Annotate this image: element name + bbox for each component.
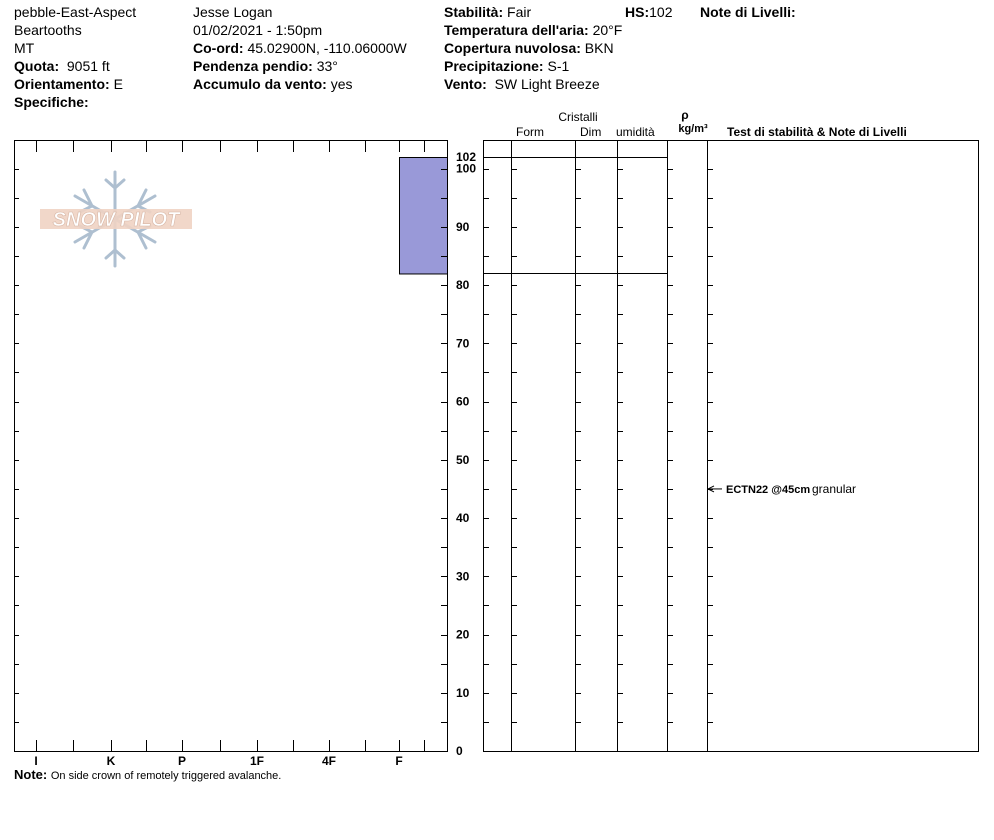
logo-text: SNOW PILOT bbox=[52, 209, 180, 231]
wind-value: SW Light Breeze bbox=[494, 76, 600, 92]
form-column-label: Form bbox=[516, 125, 544, 139]
hardness-labels bbox=[34, 754, 402, 768]
wind-loading-label: Accumulo da vento: bbox=[193, 76, 327, 92]
size-column-label: Dim bbox=[580, 125, 602, 139]
slope-value: 33° bbox=[316, 58, 338, 74]
layer-notes-label: Note di Livelli: bbox=[700, 4, 796, 20]
depth-label: 20 bbox=[456, 627, 470, 642]
sky-label: Copertura nuvolosa: bbox=[444, 40, 581, 56]
layer-table-frame bbox=[484, 141, 979, 752]
depth-label: 60 bbox=[456, 394, 470, 409]
hardness-label-f: F bbox=[395, 754, 403, 768]
profile-note bbox=[14, 767, 281, 782]
precip-label: Precipitazione: bbox=[444, 58, 544, 74]
note-label: Note: bbox=[14, 767, 48, 782]
hardness-label-p: P bbox=[177, 754, 187, 768]
air-temp-value: 20°F bbox=[592, 22, 623, 38]
coord-label: Co-ord: bbox=[193, 40, 244, 56]
aspect-label: Orientamento: bbox=[14, 76, 110, 92]
stability-value: Fair bbox=[507, 4, 532, 20]
precip-value: S-1 bbox=[547, 58, 570, 74]
coord-value: 45.02900N, -110.06000W bbox=[247, 40, 407, 56]
stability-notes-column-label: Test di stabilità & Note di Livelli bbox=[727, 125, 907, 139]
density-unit-label: kg/m³ bbox=[678, 123, 708, 135]
hs-label: HS: bbox=[625, 4, 650, 20]
table-ticks bbox=[511, 170, 713, 752]
depth-label: 100 bbox=[456, 161, 477, 176]
air-temp-label: Temperatura dell'aria: bbox=[444, 22, 589, 38]
note-text: On side crown of remotely triggered avalanche. bbox=[50, 770, 282, 782]
stability-test-comment: granular bbox=[812, 481, 857, 496]
hardness-bars bbox=[400, 158, 448, 274]
depth-label: 0 bbox=[456, 744, 463, 758]
depth-label: 50 bbox=[456, 452, 470, 467]
snowpilot-logo bbox=[40, 172, 192, 266]
elevation-value: 9051 ft bbox=[66, 58, 110, 74]
depth-axis bbox=[441, 150, 489, 758]
hardness-label-4f: 4F bbox=[321, 754, 337, 768]
sky-value: BKN bbox=[584, 40, 614, 56]
crystals-label: Cristalli bbox=[558, 110, 598, 124]
hs-value: 102 bbox=[649, 4, 673, 20]
snow-height-axis-label: 102 bbox=[456, 150, 477, 164]
moisture-column-label: umidità bbox=[616, 125, 655, 139]
hardness-ticks bbox=[14, 141, 425, 752]
stability-test-label: ECTN22 @45cm bbox=[726, 483, 811, 496]
specifics-label: Specifiche: bbox=[14, 94, 89, 110]
stability-label: Stabilità: bbox=[444, 4, 504, 20]
observer-name: Jesse Logan bbox=[193, 4, 273, 20]
range-name: Beartooths bbox=[14, 22, 82, 38]
hardness-bar bbox=[400, 158, 448, 274]
slope-label: Pendenza pendio: bbox=[193, 58, 313, 74]
aspect-value: E bbox=[113, 76, 123, 92]
wind-loading-value: yes bbox=[330, 76, 353, 92]
hardness-chart-frame bbox=[15, 141, 448, 752]
observation-datetime: 01/02/2021 - 1:50pm bbox=[193, 22, 323, 38]
location-name: pebble-East-Aspect bbox=[14, 4, 137, 20]
depth-label: 30 bbox=[456, 569, 470, 584]
elevation-label: Quota: bbox=[14, 58, 60, 74]
depth-label: 80 bbox=[456, 278, 470, 293]
hardness-label-i: I bbox=[34, 754, 38, 768]
depth-label: 90 bbox=[456, 219, 470, 234]
hardness-label-k: K bbox=[106, 754, 116, 768]
stability-tests bbox=[708, 482, 856, 496]
depth-label: 10 bbox=[456, 685, 470, 700]
depth-label: 40 bbox=[456, 511, 470, 526]
state-name: MT bbox=[14, 40, 35, 56]
depth-label: 70 bbox=[456, 336, 470, 351]
wind-label: Vento: bbox=[444, 76, 487, 92]
hardness-label-1f: 1F bbox=[249, 754, 265, 768]
density-symbol-label: ρ bbox=[681, 108, 689, 122]
